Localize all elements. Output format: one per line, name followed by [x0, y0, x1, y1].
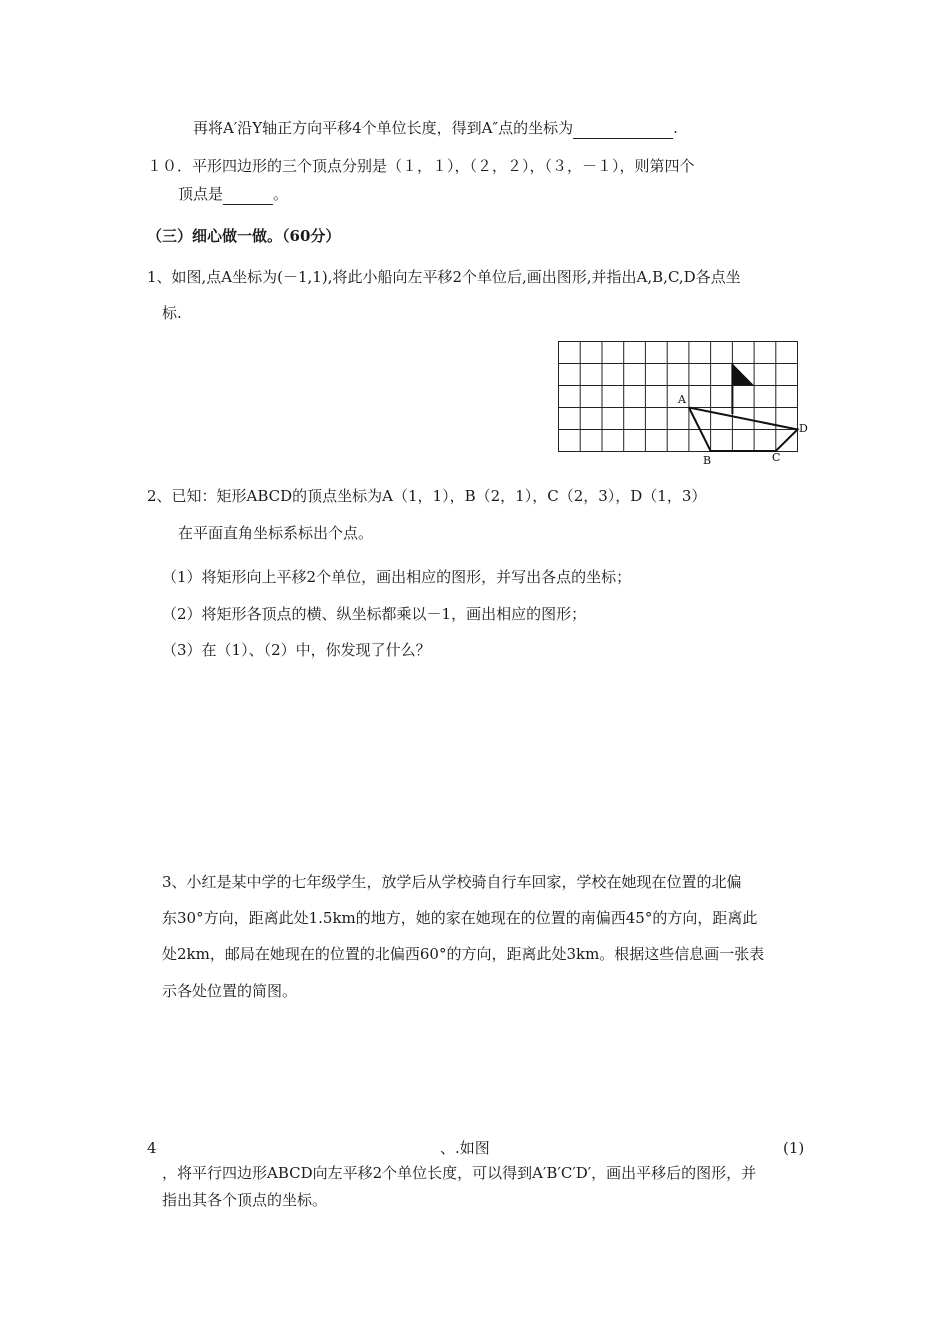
q9-line — [193, 118, 678, 139]
q10-line2 — [178, 184, 288, 205]
p4-mid: 、.如图 — [440, 1139, 490, 1157]
label-a: A — [678, 393, 686, 406]
q10-answer-blank[interactable] — [223, 184, 273, 205]
label-d: D — [799, 422, 808, 435]
q9-text: 再将A′沿Y轴正方向平移4个单位长度，得到A″点的坐标为 — [193, 119, 574, 137]
q10-line1: １０．平形四边形的三个顶点分别是（１，１），（２，２），（３，－１），则第四个 — [147, 157, 695, 175]
p4-line2: ，将平行四边形ABCD向左平移2个单位长度，可以得到A′B′C′D′，画出平移后的图形，并 — [162, 1164, 757, 1182]
q10-prefix: 顶点是 — [178, 185, 224, 203]
p4-num: 4 — [147, 1139, 157, 1157]
label-b: B — [703, 454, 712, 467]
p3-line1: 3、小红是某中学的七年级学生，放学后从学校骑自行车回家，学校在她现在位置的北偏 — [162, 873, 742, 891]
p3-line4: 示各处位置的简图。 — [162, 982, 298, 1000]
boat-grid-figure — [550, 335, 820, 470]
p3-line3: 处2km，邮局在她现在的位置的北偏西60°的方向，距离此处3km。根据这些信息画一张表 — [162, 945, 765, 963]
p1-line2: 标. — [162, 304, 182, 322]
section3-title: （三）细心做一做。（60分） — [147, 227, 341, 245]
q9-answer-blank[interactable] — [573, 118, 673, 139]
label-c: C — [772, 451, 781, 464]
p2-sub2: （2）将矩形各顶点的横、纵坐标都乘以－1，画出相应的图形； — [162, 605, 587, 623]
p2-line2: 在平面直角坐标系标出个点。 — [178, 524, 374, 542]
boat-flag — [732, 364, 754, 386]
p4-line3: 指出其各个顶点的坐标。 — [162, 1191, 328, 1209]
p2-sub3: （3）在（1）、（2）中，你发现了什么？ — [162, 641, 431, 659]
q10-end: 。 — [273, 185, 289, 203]
p2-line1: 2、已知：矩形ABCD的顶点坐标为A（1，1），B（2，1），C（2，3），D（1，3） — [147, 487, 707, 505]
p2-sub1: （1）将矩形向上平移2个单位，画出相应的图形，并写出各点的坐标； — [162, 568, 632, 586]
q9-end: . — [673, 119, 678, 137]
p1-line1: 1、如图,点A坐标为(－1,1),将此小船向左平移2个单位后,画出图形,并指出A,B,C,D各点坐 — [147, 268, 741, 286]
p3-line2: 东30°方向，距离此处1.5km的地方，她的家在她现在的位置的南偏西45°的方向，距离此 — [162, 909, 758, 927]
p4-right: (1) — [783, 1139, 805, 1157]
